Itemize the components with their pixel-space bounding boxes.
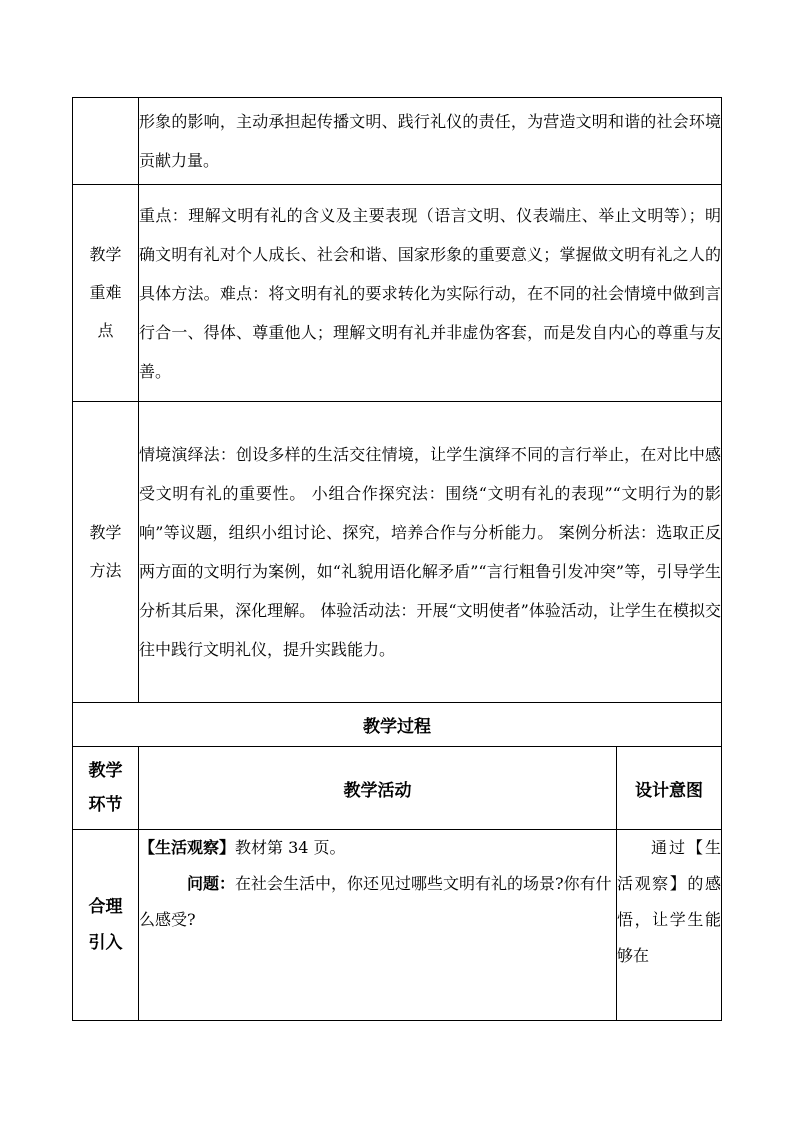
intent-header: 设计意图 <box>616 747 721 830</box>
methods-label-line-2: 方法 <box>89 561 122 580</box>
intro-row <box>73 830 722 1021</box>
continuation-row <box>73 98 722 185</box>
methods-text: 情境演绎法：创设多样的生活交往情境，让学生演绎不同的言行举止，在对比中感受文明有礼的重要性。 小组合作探究法：围绕“文明有礼的表现”“文明行为的影响”等议题，组织小组讨论、探究，培养合作与分析能力。 案例分析法：选取正反两方面的文明行为案例，如“礼貌用语化解矛盾”“言行粗鲁引发冲突”等，引导学生分析其后果，深化理解。 体验活动法：开展“文明使者”体验活动，让学生在模拟交往中践行文明礼仪，提升实践能力。 <box>139 402 722 703</box>
methods-row <box>73 402 722 703</box>
question-label: 问题： <box>187 874 236 893</box>
key-points-text: 重点：理解文明有礼的含义及主要表现（语言文明、仪表端庄、举止文明等）；明确文明有礼对个人成长、社会和谐、国家形象的重要意义；掌握做文明有礼之人的具体方法。难点：将文明有礼的要求转化为实际行动，在不同的社会情境中做到言行合一、得体、尊重他人；理解文明有礼并非虚伪客套，而是发自内心的尊重与友善。 <box>139 185 722 402</box>
stage-header <box>73 747 139 830</box>
key-points-label-line-1: 教学 <box>89 245 122 264</box>
observe-line <box>139 830 616 866</box>
intro-stage <box>73 830 139 1021</box>
intro-intent-text: 通过【生活观察】的感悟，让学生能够在 <box>616 838 721 965</box>
continuation-label-cell <box>73 98 139 185</box>
observe-label: 【生活观察】 <box>139 838 236 857</box>
key-points-row <box>73 185 722 402</box>
intro-intent <box>616 830 721 1021</box>
question-text: 在社会生活中，你还见过哪些文明有礼的场景?你有什么感受? <box>139 874 612 929</box>
intro-stage-line-1: 合理 <box>88 897 123 917</box>
process-header-row <box>73 747 722 830</box>
key-points-label-line-3: 点 <box>97 321 114 340</box>
continuation-text: 形象的影响，主动承担起传播文明、践行礼仪的责任，为营造文明和谐的社会环境贡献力量。 <box>139 98 722 185</box>
stage-header-line-2: 环节 <box>88 795 123 815</box>
process-title-row <box>73 703 722 747</box>
process-title: 教学过程 <box>73 703 722 747</box>
key-points-label-line-2: 重难 <box>89 283 122 302</box>
intro-activity <box>139 830 617 1021</box>
observe-text: 教材第 34 页。 <box>235 838 346 857</box>
intro-stage-line-2: 引入 <box>88 933 123 953</box>
lesson-plan-table <box>72 97 722 1021</box>
question-line <box>139 866 616 938</box>
activity-header: 教学活动 <box>139 747 617 830</box>
methods-label-line-1: 教学 <box>89 523 122 542</box>
key-points-label <box>73 185 139 402</box>
stage-header-line-1: 教学 <box>88 761 123 781</box>
methods-label <box>73 402 139 703</box>
